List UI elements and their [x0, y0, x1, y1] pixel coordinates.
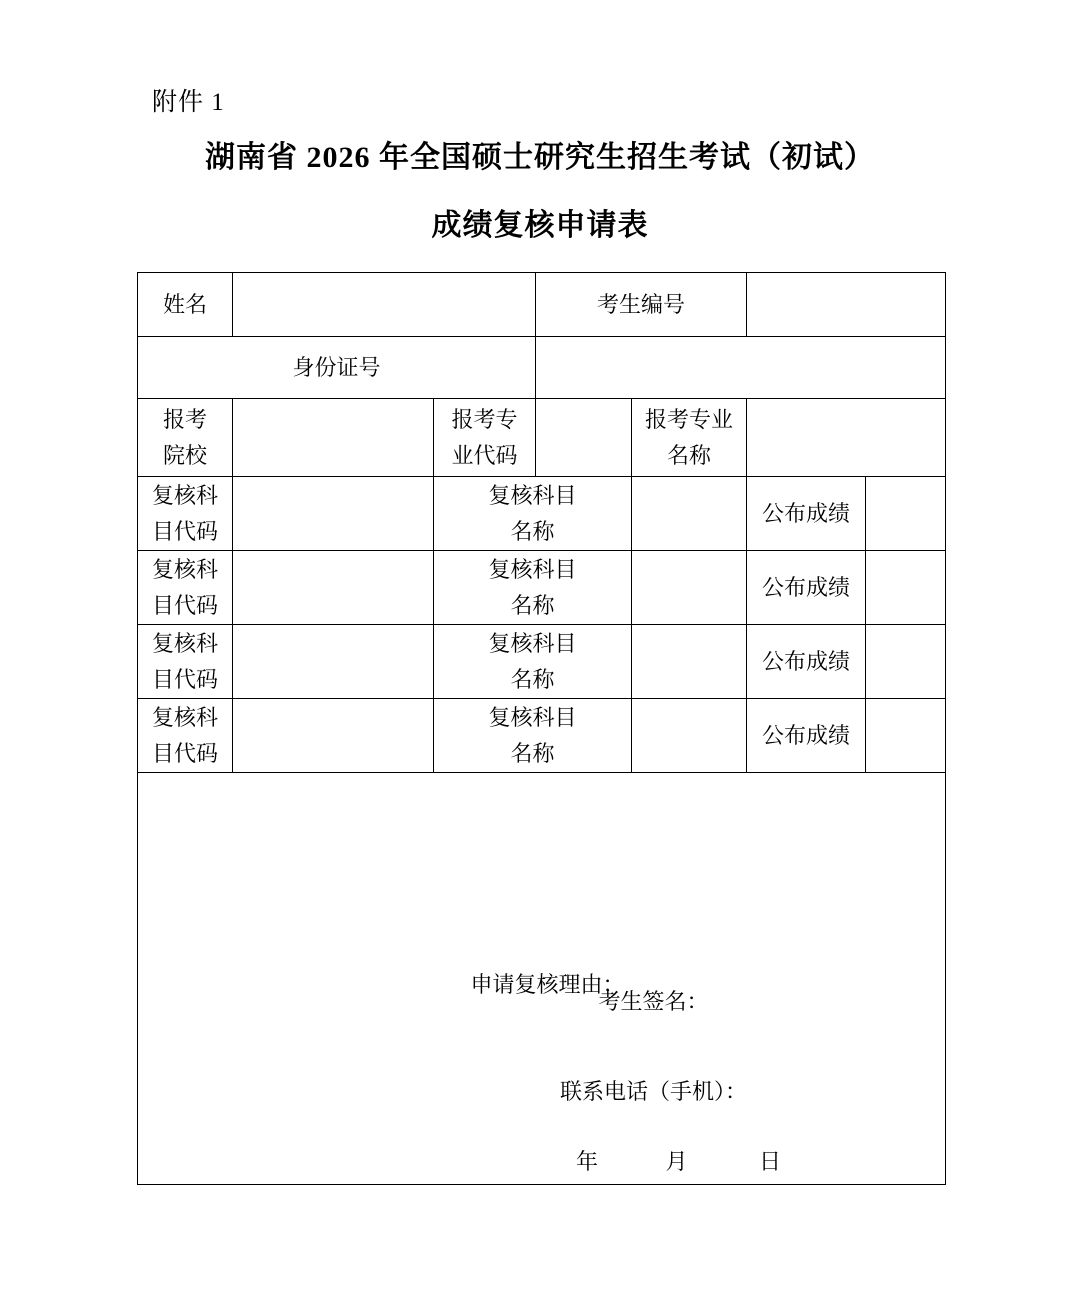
attachment-label: 附件 1 [152, 89, 225, 116]
label-review-subject-name: 复核科目 名称 [434, 699, 632, 773]
field-major-code[interactable] [536, 399, 632, 477]
table-row [138, 625, 946, 699]
field-review-subject-name[interactable] [632, 699, 747, 773]
field-review-subject-name[interactable] [632, 625, 747, 699]
label-major-code: 报考专 业代码 [434, 399, 536, 477]
date-day-label: 日 [759, 1149, 782, 1174]
signature-block [560, 991, 747, 1103]
label-review-subject-name: 复核科目 名称 [434, 625, 632, 699]
field-published-score[interactable] [866, 625, 946, 699]
field-published-score[interactable] [866, 477, 946, 551]
label-school: 报考 院校 [138, 399, 233, 477]
field-review-subject-code[interactable] [233, 477, 434, 551]
page-title-line-1: 湖南省 2026 年全国硕士研究生招生考试（初试） [205, 141, 875, 174]
label-published-score: 公布成绩 [747, 477, 866, 551]
label-review-subject-name: 复核科目 名称 [434, 551, 632, 625]
table-row-id-number [138, 337, 946, 399]
label-published-score: 公布成绩 [747, 551, 866, 625]
field-school[interactable] [233, 399, 434, 477]
label-review-subject-code: 复核科 目代码 [138, 551, 233, 625]
table-row-school-major [138, 399, 946, 477]
label-published-score: 公布成绩 [747, 625, 866, 699]
field-major-name[interactable] [747, 399, 946, 477]
date-row [576, 1145, 781, 1176]
date-month-label: 月 [665, 1149, 688, 1174]
table-row-name [138, 273, 946, 337]
field-published-score[interactable] [866, 551, 946, 625]
table-row [138, 477, 946, 551]
page-title-line-2: 成绩复核申请表 [431, 209, 649, 242]
field-published-score[interactable] [866, 699, 946, 773]
label-review-subject-code: 复核科 目代码 [138, 477, 233, 551]
label-review-subject-code: 复核科 目代码 [138, 699, 233, 773]
signature-label: 考生签名： [598, 989, 709, 1014]
phone-label: 联系电话（手机）： [560, 1079, 748, 1104]
label-major-name: 报考专业 名称 [632, 399, 747, 477]
label-review-subject-code: 复核科 目代码 [138, 625, 233, 699]
field-candidate-number[interactable] [747, 273, 946, 337]
field-review-subject-code[interactable] [233, 551, 434, 625]
field-review-subject-name[interactable] [632, 551, 747, 625]
date-year-label: 年 [576, 1149, 599, 1174]
table-row-reason [138, 773, 946, 1185]
label-name: 姓名 [138, 273, 233, 337]
field-review-subject-name[interactable] [632, 477, 747, 551]
application-form-table [137, 272, 946, 1185]
field-name[interactable] [233, 273, 536, 337]
label-candidate-number: 考生编号 [536, 273, 747, 337]
field-id-number[interactable] [536, 337, 946, 399]
field-review-subject-code[interactable] [233, 699, 434, 773]
label-published-score: 公布成绩 [747, 699, 866, 773]
page-title [0, 143, 1080, 241]
reason-cell[interactable] [138, 773, 946, 1185]
reason-label: 申请复核理由： [470, 972, 625, 997]
label-id-number: 身份证号 [138, 337, 536, 399]
table-row [138, 551, 946, 625]
label-review-subject-name: 复核科目 名称 [434, 477, 632, 551]
table-row [138, 699, 946, 773]
field-review-subject-code[interactable] [233, 625, 434, 699]
